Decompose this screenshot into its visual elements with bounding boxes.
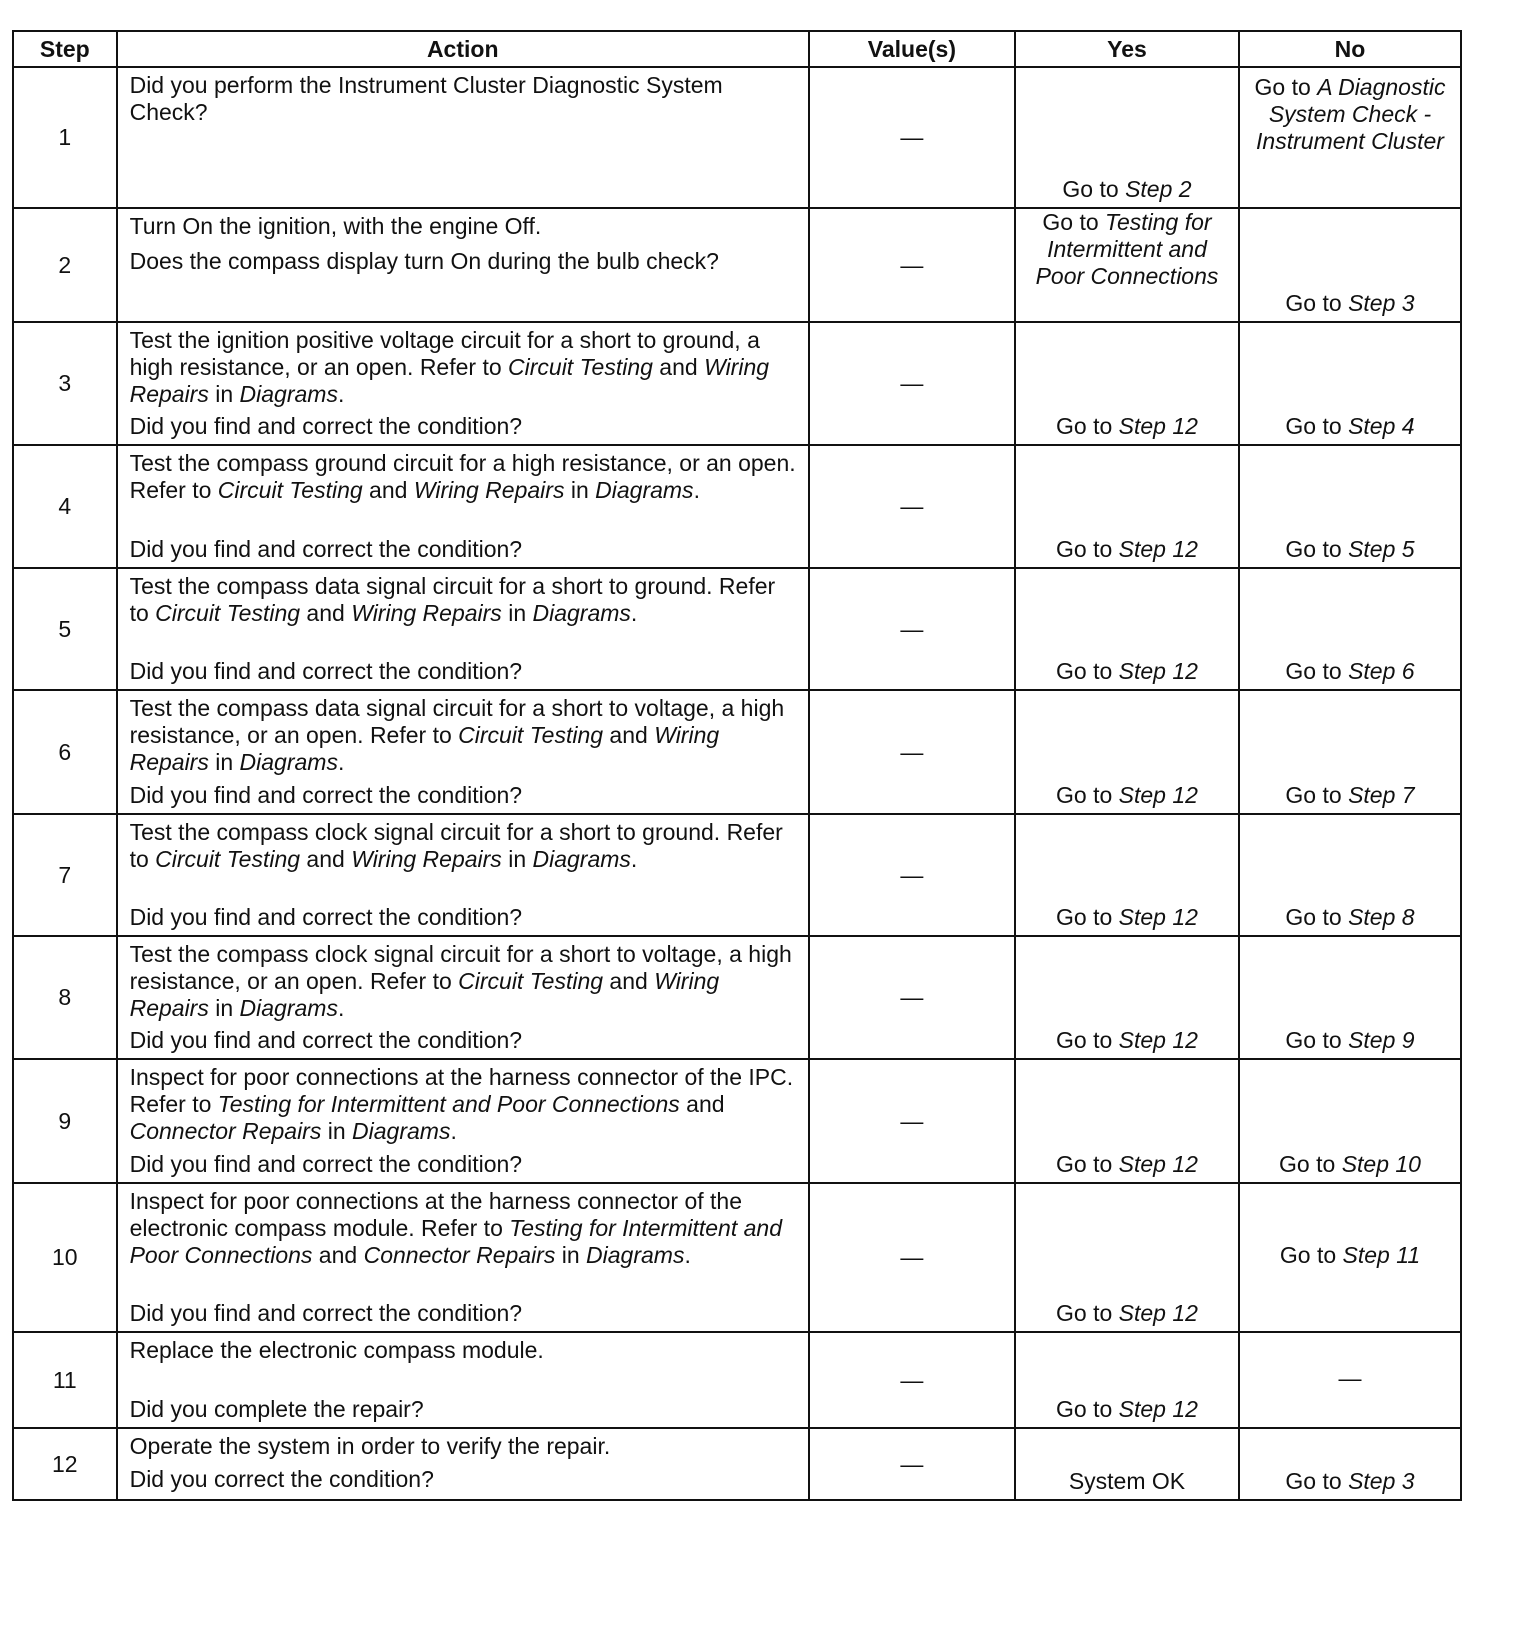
action-text [130,1188,800,1269]
action-fragment: and [652,354,705,380]
action-fragment: Test the compass data signal circuit for a short to voltage, a high resistance, or an open. Refer to [129,695,785,748]
action-cell [117,568,809,690]
yes-cell [1015,936,1239,1059]
yes-ref: Step 12 [1118,1151,1198,1177]
action-fragment: and [603,968,655,994]
reference-link: Circuit Testing [217,477,363,503]
reference-link: Diagrams [532,846,631,872]
action-fragment: in [321,1118,353,1144]
step-number: 7 [13,814,117,936]
reference-link: Circuit Testing [155,846,301,872]
reference-link: Diagrams [532,600,631,626]
table-row [13,1059,1461,1183]
action-fragment: . [337,749,345,775]
yes-prefix: Go to [1056,658,1119,684]
action-cell [117,814,809,936]
value-cell: — [809,1059,1015,1183]
action-text: Operate the system in order to verify the repair. [129,1433,611,1459]
action-fragment: Test the compass clock signal circuit for a short to ground. Refer to [129,819,783,872]
diagnostic-table [12,30,1462,1501]
table-row [13,936,1461,1059]
step-number: 12 [13,1428,117,1500]
action-fragment: in [564,477,596,503]
header-yes: Yes [1015,31,1239,67]
action-fragment: and [300,846,352,872]
yes-ref: Step 12 [1118,536,1198,562]
no-ref: Step 5 [1348,536,1415,562]
action-fragment: . [684,1242,691,1268]
no-prefix: Go to [1285,1027,1349,1053]
reference-link: Diagrams [239,995,338,1021]
action-cell [117,1332,809,1428]
reference-link: Wiring Repairs [413,477,565,503]
action-question: Did you find and correct the condition? [129,658,523,684]
action-question: Did you correct the condition? [129,1466,434,1492]
reference-link: Testing for Intermittent and Poor Connections [217,1091,680,1117]
no-ref: A Diagnostic System Check - Instrument Cluster [1256,74,1446,154]
header-values: Value(s) [809,31,1015,67]
table-row [13,568,1461,690]
no-ref: — [1338,1364,1362,1391]
reference-link: Connector Repairs [129,1118,322,1144]
action-cell [117,1428,809,1500]
yes-prefix: Go to [1056,413,1119,439]
no-prefix: Go to [1279,1242,1343,1268]
yes-prefix: Go to [1056,536,1119,562]
table-row [13,1332,1461,1428]
action-question: Did you complete the repair? [129,1396,424,1422]
no-ref: Step 8 [1348,904,1415,930]
no-cell [1239,690,1461,814]
action-cell [117,67,809,208]
step-number: 1 [13,67,117,208]
reference-link: Wiring Repairs [351,846,502,872]
step-number: 5 [13,568,117,690]
no-cell [1239,1183,1461,1332]
action-fragment: . [630,846,638,872]
action-fragment: . [337,995,345,1021]
reference-link: Circuit Testing [508,354,653,380]
action-text: Replace the electronic compass module. [129,1337,544,1363]
reference-link: Circuit Testing [458,968,604,994]
step-number: 2 [13,208,117,322]
action-cell [117,322,809,445]
action-cell [117,1059,809,1183]
no-prefix: Go to [1279,1151,1342,1177]
action-question: Did you find and correct the condition? [129,413,523,439]
action-fragment: . [450,1118,457,1144]
yes-prefix: Go to [1056,1151,1119,1177]
reference-link: Connector Repairs [363,1242,556,1268]
no-cell [1239,814,1461,936]
step-number: 9 [13,1059,117,1183]
yes-prefix: Go to [1056,1396,1119,1422]
yes-prefix: System OK [1068,1468,1186,1494]
yes-prefix: Go to [1056,782,1119,808]
yes-ref: Testing for Intermittent and Poor Connections [1035,209,1219,289]
action-fragment: Test the compass ground circuit for a high resistance, or an open. Refer to [129,450,796,503]
no-prefix: Go to [1285,290,1349,316]
action-text [130,573,800,627]
no-ref: Step 3 [1348,1468,1415,1494]
header-row [13,31,1461,67]
yes-cell [1015,445,1239,568]
reference-link: Diagrams [239,749,338,775]
no-ref: Step 9 [1348,1027,1415,1053]
no-cell [1239,322,1461,445]
action-fragment: Test the ignition positive voltage circuit for a short to ground, a high resistance, or an open. Refer to [129,327,760,380]
reference-link: Circuit Testing [155,600,301,626]
action-cell [117,1183,809,1332]
yes-ref: Step 2 [1125,176,1192,202]
yes-ref: Step 12 [1118,413,1198,439]
value-cell: — [809,814,1015,936]
action-question: Did you find and correct the condition? [129,536,523,562]
yes-prefix: Go to [1056,904,1119,930]
action-fragment: . [630,600,638,626]
step-number: 11 [13,1332,117,1428]
reference-link: Diagrams [595,477,694,503]
yes-ref: Step 12 [1118,1027,1198,1053]
action-fragment: in [208,749,240,775]
yes-ref: Step 12 [1118,1300,1198,1326]
table-row [13,690,1461,814]
yes-cell [1015,814,1239,936]
no-ref: Step 10 [1341,1151,1421,1177]
action-text [130,695,800,776]
action-fragment: in [501,846,533,872]
no-cell [1239,1059,1461,1183]
yes-cell [1015,1059,1239,1183]
table-row [13,322,1461,445]
yes-cell [1015,568,1239,690]
yes-cell [1015,322,1239,445]
no-ref: Step 3 [1348,290,1415,316]
action-fragment: Inspect for poor connections at the harness connector of the electronic compass module. Refer to [129,1188,743,1241]
yes-cell [1015,690,1239,814]
yes-cell [1015,1428,1239,1500]
no-prefix: Go to [1285,413,1349,439]
action-fragment: and [312,1242,364,1268]
action-question: Does the compass display turn On during the bulb check? [129,248,719,274]
no-prefix: Go to [1285,904,1349,930]
value-cell: — [809,936,1015,1059]
value-cell: — [809,1183,1015,1332]
action-fragment: and [679,1091,725,1117]
table-row [13,814,1461,936]
action-text: Turn On the ignition, with the engine Off. [129,213,542,239]
table-row [13,67,1461,208]
yes-prefix: Go to [1042,209,1106,235]
value-cell: — [809,568,1015,690]
no-prefix: Go to [1285,658,1349,684]
action-question: Did you find and correct the condition? [129,1300,523,1326]
action-cell [117,936,809,1059]
action-text: Did you perform the Instrument Cluster Diagnostic System Check? [129,72,723,125]
reference-link: Diagrams [352,1118,451,1144]
step-number: 6 [13,690,117,814]
action-fragment: Test the compass data signal circuit for a short to ground. Refer to [129,573,776,626]
no-ref: Step 4 [1348,413,1415,439]
no-prefix: Go to [1285,782,1349,808]
table-row [13,1428,1461,1500]
action-question: Did you find and correct the condition? [129,904,523,930]
reference-link: Diagrams [586,1242,685,1268]
value-cell: — [809,67,1015,208]
action-cell [117,690,809,814]
action-question: Did you find and correct the condition? [129,1027,523,1053]
yes-ref: Step 12 [1118,658,1198,684]
no-cell [1239,1332,1461,1428]
value-cell: — [809,445,1015,568]
yes-cell [1015,208,1239,322]
action-fragment: . [337,381,345,407]
action-fragment: in [208,995,240,1021]
action-fragment: and [603,722,655,748]
step-number: 10 [13,1183,117,1332]
no-prefix: Go to [1285,1468,1349,1494]
yes-cell [1015,67,1239,208]
no-ref: Step 7 [1348,782,1415,808]
yes-ref: Step 12 [1118,782,1198,808]
yes-cell [1015,1183,1239,1332]
action-question: Did you find and correct the condition? [129,782,523,808]
reference-link: Wiring Repairs [129,722,720,775]
action-text [130,327,800,408]
yes-ref: Step 12 [1118,1396,1198,1422]
action-cell [117,208,809,322]
reference-link: Circuit Testing [458,722,604,748]
no-prefix: Go to [1285,536,1349,562]
reference-link: Wiring Repairs [129,968,720,1021]
no-ref: Step 11 [1342,1242,1421,1268]
reference-link: Wiring Repairs [129,354,770,407]
action-fragment: Test the compass clock signal circuit for a short to voltage, a high resistance, or an open. Refer to [129,941,792,994]
action-text [130,941,800,1022]
no-cell [1239,568,1461,690]
yes-cell [1015,1332,1239,1428]
yes-ref: Step 12 [1118,904,1198,930]
reference-link: Diagrams [239,381,338,407]
action-fragment: in [555,1242,587,1268]
reference-link: Testing for Intermittent and Poor Connections [129,1215,782,1268]
yes-prefix: Go to [1056,1300,1119,1326]
no-ref: Step 6 [1348,658,1415,684]
action-text [130,819,800,873]
no-cell [1239,208,1461,322]
action-text [130,450,800,504]
action-fragment: in [208,381,240,407]
step-number: 3 [13,322,117,445]
action-fragment: and [300,600,352,626]
value-cell: — [809,690,1015,814]
no-cell [1239,445,1461,568]
action-text [130,1064,800,1145]
header-action: Action [117,31,809,67]
value-cell: — [809,208,1015,322]
action-fragment: and [362,477,414,503]
table-row [13,208,1461,322]
action-fragment: Inspect for poor connections at the harness connector of the IPC. Refer to [129,1064,794,1117]
reference-link: Wiring Repairs [351,600,502,626]
header-no: No [1239,31,1461,67]
value-cell: — [809,1428,1015,1500]
no-cell [1239,936,1461,1059]
value-cell: — [809,1332,1015,1428]
yes-prefix: Go to [1062,176,1126,202]
no-cell [1239,1428,1461,1500]
no-prefix: Go to [1254,74,1318,100]
step-number: 4 [13,445,117,568]
header-step: Step [13,31,117,67]
table-row [13,1183,1461,1332]
step-number: 8 [13,936,117,1059]
table-row [13,445,1461,568]
action-fragment: . [693,477,700,503]
action-cell [117,445,809,568]
yes-prefix: Go to [1056,1027,1119,1053]
action-question: Did you find and correct the condition? [129,1151,523,1177]
value-cell: — [809,322,1015,445]
no-cell [1239,67,1461,208]
action-fragment: in [501,600,533,626]
